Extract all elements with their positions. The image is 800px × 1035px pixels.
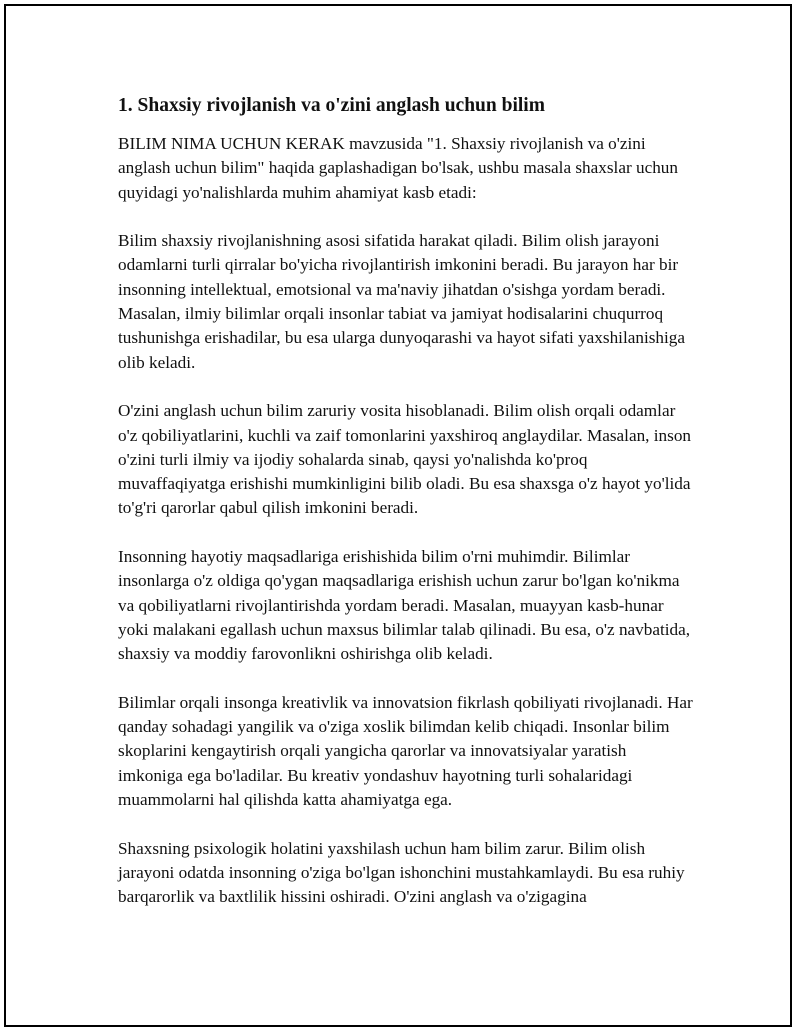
paragraph-psychology: Shaxsning psixologik holatini yaxshilash uchun ham bilim zarur. Bilim olish jarayoni odatda insonning o'ziga bo'lgan ishonchini mustahkamlaydi. Bu esa ruhiy barqarorlik va baxtlilik hissini oshiradi. O'zini anglash va o'zigagina: [118, 838, 685, 907]
paragraph-life-goals: Insonning hayotiy maqsadlariga erishishida bilim o'rni muhimdir. Bilimlar insonlarga o'z oldiga qo'ygan maqsadlariga erishish uchun zarur bo'lgan ko'nikma va qobiliyatlarni rivojlantirishda yordam beradi. Masalan, muayyan kasb-hunar yoki malakani egallash uchun maxsus bilimlar talab qilinadi. Bu esa, o'z navbatida, shaxsiy va moddiy farovonlikni oshirishga olib keladi.: [118, 547, 691, 664]
document-body: [118, 94, 693, 934]
paragraph-self-awareness: O'zini anglash uchun bilim zaruriy vosita hisoblanadi. Bilim olish orqali odamlar o'z qobiliyatlarini, kuchli va zaif tomonlarini yaxshiroq anglaydilar. Masalan, inson o'zini turli ilmiy va ijodiy sohalarda sinab, qaysi yo'nalishda ko'proq muvaffaqiyatga erishishi mumkinligini bilib oladi. Bu esa shaxsga o'z hayot yo'lida to'g'ri qarorlar qabul qilish imkonini beradi.: [118, 401, 692, 518]
section-heading: 1. Shaxsiy rivojlanish va o'zini anglash uchun bilim: [118, 95, 545, 116]
paragraph-intro: BILIM NIMA UCHUN KERAK mavzusida "1. Shaxsiy rivojlanish va o'zini anglash uchun bilim" haqida gaplashadigan bo'lsak, ushbu masala shaxslar uchun quyidagi yo'nalishlarda muhim ahamiyat kasb etadi:: [118, 134, 678, 202]
paragraph-personal-development: Bilim shaxsiy rivojlanishning asosi sifatida harakat qiladi. Bilim olish jarayoni odamlarni turli qirralar bo'yicha rivojlantirish imkonini beradi. Bu jarayon har bir insonning intellektual, emotsional va ma'naviy jihatdan o'sishga yordam beradi. Masalan, ilmiy bilimlar orqali insonlar tabiat va jamiyat hodisalarini chuqurroq tushunishga erishadilar, bu esa ularga dunyoqarashi va hayot sifati yaxshilanishiga olib keladi.: [118, 231, 686, 372]
paragraph-creativity: Bilimlar orqali insonga kreativlik va innovatsion fikrlash qobiliyati rivojlanadi. Har qanday sohadagi yangilik va o'ziga xoslik bilimdan kelib chiqadi. Insonlar bilim skoplarini kengaytirish orqali yangicha qarorlar va innovatsiyalar yaratish imkoniga ega bo'ladilar. Bu kreativ yondashuv hayotning turli sohalaridagi muammolarni hal qilishda katta ahamiyatga ega.: [118, 692, 693, 810]
